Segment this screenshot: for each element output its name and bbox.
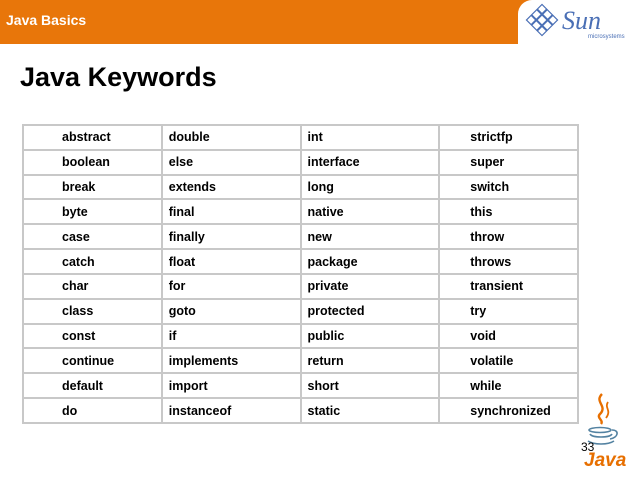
table-row — [23, 348, 578, 373]
table-row — [23, 299, 578, 324]
keyword-cell: native — [301, 199, 440, 224]
keyword-cell: super — [439, 150, 578, 175]
sun-subtext: microsystems — [588, 34, 625, 40]
keyword-cell: boolean — [23, 150, 162, 175]
page-number: 33 — [581, 440, 595, 454]
keyword-cell: strictfp — [439, 125, 578, 150]
keyword-cell: extends — [162, 175, 301, 200]
keyword-cell: case — [23, 224, 162, 249]
table-row — [23, 274, 578, 299]
keyword-cell: else — [162, 150, 301, 175]
keyword-cell: while — [439, 373, 578, 398]
keyword-cell: transient — [439, 274, 578, 299]
keyword-cell: try — [439, 299, 578, 324]
sun-wordmark: Sun — [562, 6, 601, 35]
keyword-cell: continue — [23, 348, 162, 373]
keyword-cell: float — [162, 249, 301, 274]
table-row — [23, 125, 578, 150]
section-title: Java Basics — [6, 12, 87, 28]
keyword-cell: int — [301, 125, 440, 150]
table-row — [23, 373, 578, 398]
keyword-cell: long — [301, 175, 440, 200]
sun-microsystems-logo-icon — [518, 0, 638, 44]
keyword-cell: char — [23, 274, 162, 299]
keyword-cell: switch — [439, 175, 578, 200]
keyword-cell: void — [439, 324, 578, 349]
keyword-cell: default — [23, 373, 162, 398]
table-row — [23, 199, 578, 224]
table-row — [23, 150, 578, 175]
keyword-cell: abstract — [23, 125, 162, 150]
sun-logo-panel — [518, 0, 638, 44]
table-row — [23, 224, 578, 249]
keyword-cell: throws — [439, 249, 578, 274]
keyword-cell: short — [301, 373, 440, 398]
keyword-cell: finally — [162, 224, 301, 249]
table-row — [23, 249, 578, 274]
keyword-cell: implements — [162, 348, 301, 373]
keyword-cell: instanceof — [162, 398, 301, 423]
keyword-cell: for — [162, 274, 301, 299]
keyword-cell: interface — [301, 150, 440, 175]
keyword-cell: import — [162, 373, 301, 398]
keyword-cell: if — [162, 324, 301, 349]
keyword-cell: final — [162, 199, 301, 224]
keyword-cell: return — [301, 348, 440, 373]
keyword-cell: break — [23, 175, 162, 200]
keyword-cell: public — [301, 324, 440, 349]
slide-title: Java Keywords — [20, 62, 217, 92]
keyword-cell: static — [301, 398, 440, 423]
keyword-cell: volatile — [439, 348, 578, 373]
keyword-cell: catch — [23, 249, 162, 274]
keyword-cell: throw — [439, 224, 578, 249]
keyword-cell: synchronized — [439, 398, 578, 423]
keyword-cell: protected — [301, 299, 440, 324]
keyword-cell: package — [301, 249, 440, 274]
java-coffee-cup-logo-icon — [582, 392, 627, 471]
table-row — [23, 324, 578, 349]
keyword-cell: double — [162, 125, 301, 150]
keyword-cell: goto — [162, 299, 301, 324]
keyword-cell: this — [439, 199, 578, 224]
keyword-cell: const — [23, 324, 162, 349]
table-row — [23, 398, 578, 423]
table-row — [23, 175, 578, 200]
keyword-cell: new — [301, 224, 440, 249]
keyword-cell: class — [23, 299, 162, 324]
keyword-cell: byte — [23, 199, 162, 224]
java-wordmark: Java — [584, 450, 627, 471]
keyword-cell: private — [301, 274, 440, 299]
keyword-cell: do — [23, 398, 162, 423]
keywords-table — [22, 124, 579, 424]
